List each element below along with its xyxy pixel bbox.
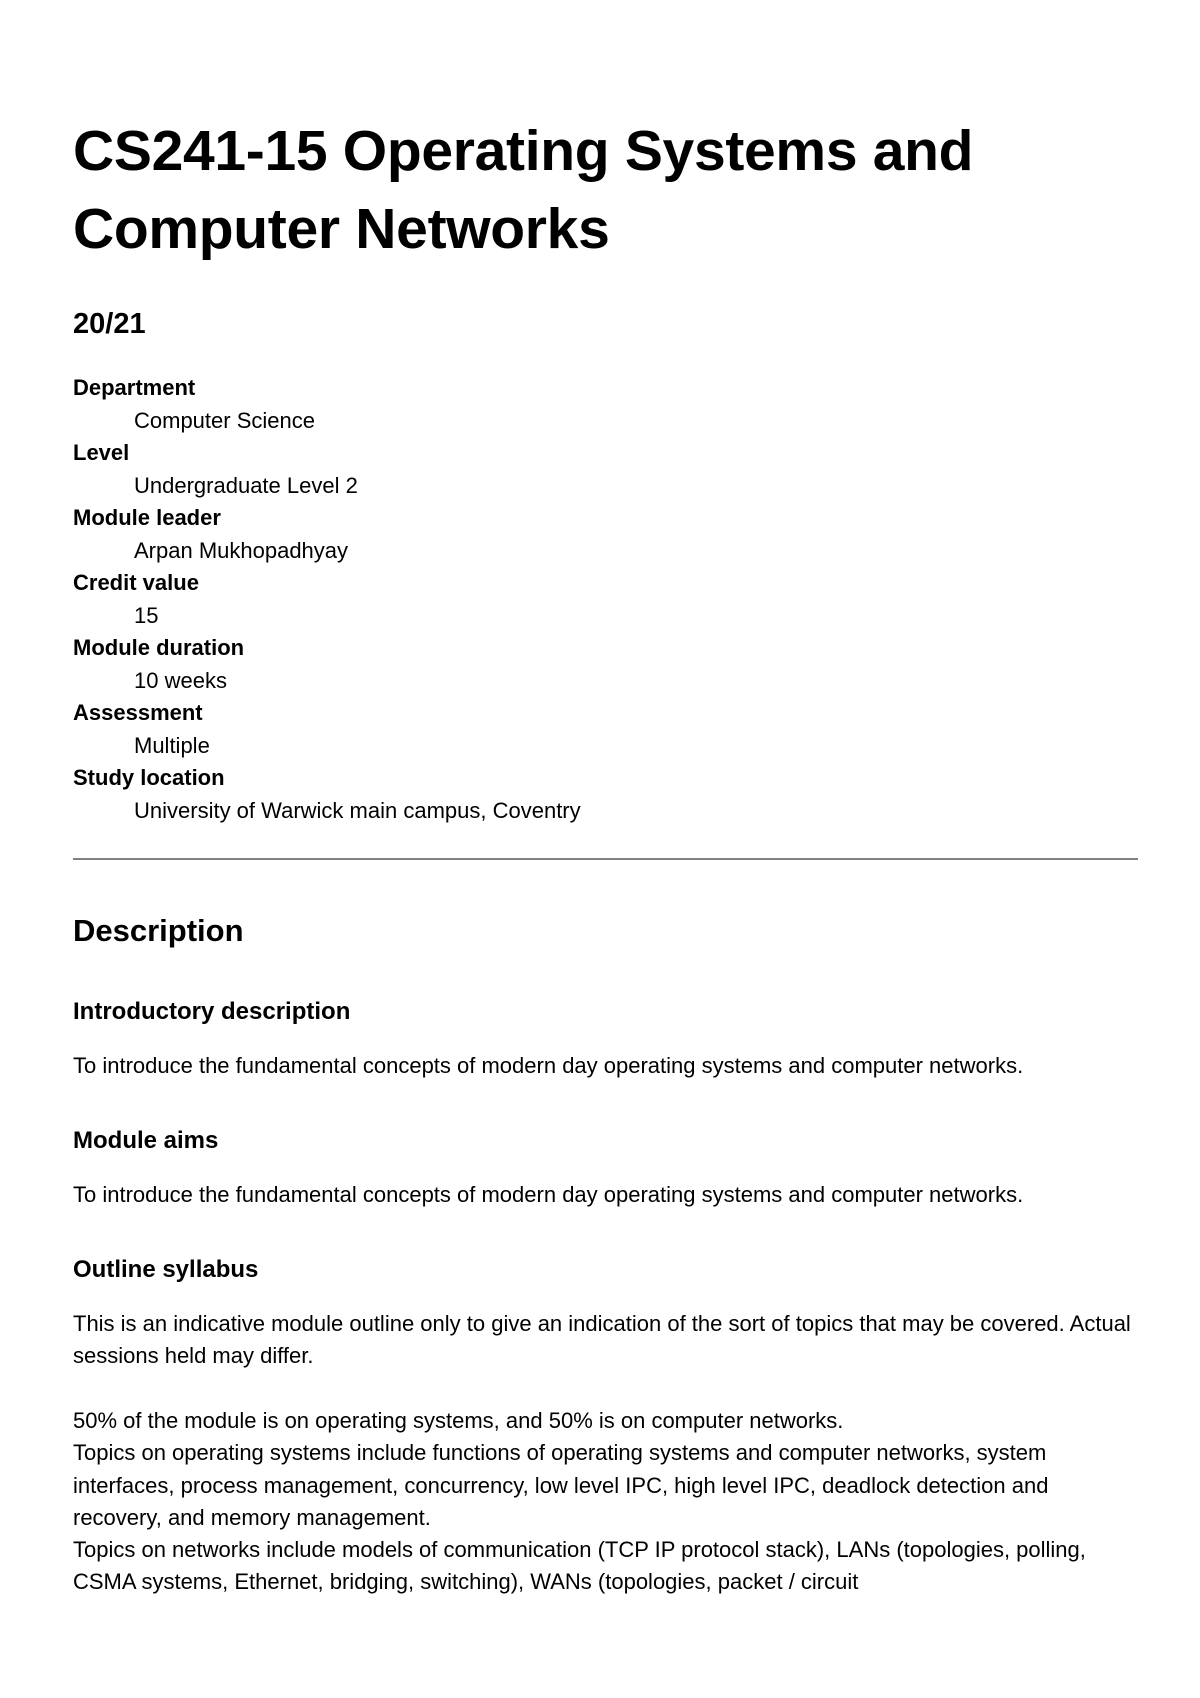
fact-label-module-duration: Module duration [73, 635, 245, 660]
fact-label-module-leader: Module leader [73, 505, 221, 530]
fact-label-credit-value: Credit value [73, 570, 199, 595]
syllabus-line-operating-systems: Topics on operating systems include functions of operating systems and computer networks, system interfaces, process management, concurrency, low level IPC, high level IPC, deadlock detection and recovery, and memory management. [73, 1440, 1049, 1530]
description-heading: Description [73, 913, 244, 948]
fact-value-module-duration: 10 weeks [134, 667, 227, 693]
syllabus-line-networks: Topics on networks include models of communication (TCP IP protocol stack), LANs (topologies, polling, CSMA systems, Ethernet, bridging, switching), WANs (topologies, packet / circuit [73, 1537, 1086, 1595]
fact-value-study-location: University of Warwick main campus, Coventry [134, 797, 581, 823]
module-facts-list [73, 372, 581, 827]
introductory-description-text: To introduce the fundamental concepts of modern day operating systems and computer networks. [73, 1053, 1024, 1078]
fact-label-department: Department [73, 375, 196, 400]
fact-value-module-leader: Arpan Mukhopadhyay [134, 537, 349, 563]
outline-syllabus-intro: This is an indicative module outline only to give an indication of the sort of topics that may be covered. Actual sessions held may differ. [73, 1311, 1131, 1369]
fact-value-level: Undergraduate Level 2 [134, 472, 358, 498]
academic-year: 20/21 [73, 308, 146, 340]
syllabus-line-split: 50% of the module is on operating systems, and 50% is on computer networks. [73, 1408, 844, 1433]
fact-label-study-location: Study location [73, 765, 225, 790]
module-aims-text: To introduce the fundamental concepts of modern day operating systems and computer networks. [73, 1182, 1024, 1207]
fact-value-department: Computer Science [134, 407, 315, 433]
fact-label-level: Level [73, 440, 130, 465]
fact-value-assessment: Multiple [134, 732, 210, 758]
section-divider [73, 858, 1138, 860]
outline-syllabus-body [73, 1405, 1138, 1599]
module-aims-heading: Module aims [73, 1127, 219, 1154]
introductory-description-heading: Introductory description [73, 998, 351, 1025]
fact-label-assessment: Assessment [73, 700, 203, 725]
outline-syllabus-heading: Outline syllabus [73, 1256, 259, 1283]
page-title: CS241-15 Operating Systems and Computer Networks [73, 119, 974, 261]
fact-value-credit-value: 15 [134, 602, 159, 628]
